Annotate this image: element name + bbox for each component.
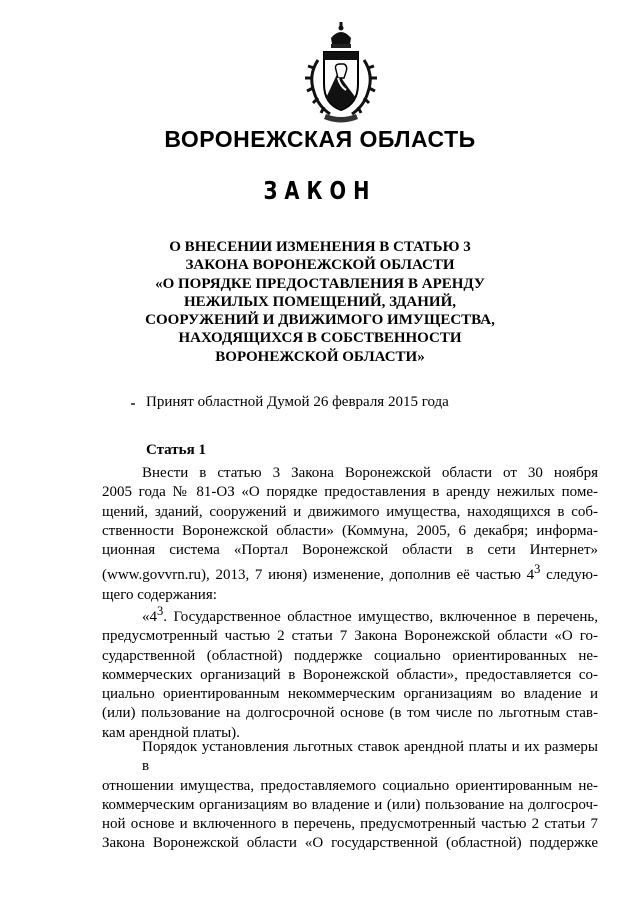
law-title-line: НЕЖИЛЫХ ПОМЕЩЕНИЙ, ЗДАНИЙ,	[183, 293, 457, 310]
text-line: ной основе и включенного в перечень, предусмотренный частью 2 статьи 7	[102, 816, 598, 833]
text-line: 2005 года № 81-ОЗ «О порядке предоставления в аренду нежилых поме-	[102, 484, 598, 501]
article-paragraph	[102, 464, 598, 605]
region-title: ВОРОНЕЖСКАЯ ОБЛАСТЬ	[164, 126, 476, 152]
law-title-line: НАХОДЯЩИХСЯ В СОБСТВЕННОСТИ	[178, 330, 462, 347]
text-fragment: «4	[142, 609, 157, 625]
coat-of-arms-icon	[300, 20, 382, 132]
text-line: ственности Воронежской области» (Коммуна, 2005, 6 декабря; информа-	[102, 522, 598, 539]
text-line	[102, 560, 598, 585]
text-line: циально ориентированным некоммерческим организациям во владение и	[102, 686, 598, 703]
law-title	[120, 238, 520, 366]
text-line: кам арендной платы).	[102, 724, 240, 741]
text-line: Закона Воронежской области «О государственной (областной) поддержке	[102, 835, 598, 852]
quoted-paragraph	[102, 602, 598, 743]
text-line: предусмотренный частью 2 статьи 7 Закона Воронежской области «О го-	[102, 628, 598, 645]
text-line: (или) пользование на долгосрочной основе (в том числе по льготным став-	[102, 705, 598, 722]
adoption-date: Принят областной Думой 26 февраля 2015 года	[146, 394, 449, 410]
text-line: Внести в статью 3 Закона Воронежской области от 30 ноября	[142, 465, 598, 481]
law-title-line: ЗАКОНА ВОРОНЕЖСКОЙ ОБЛАСТИ	[185, 257, 455, 274]
margin-mark	[131, 403, 135, 405]
law-title-line: О ВНЕСЕНИИ ИЗМЕНЕНИЯ В СТАТЬЮ 3	[169, 239, 471, 255]
text-line	[102, 602, 598, 627]
superscript: 3	[157, 604, 164, 618]
article-paragraph	[102, 738, 598, 854]
law-title-line: ВОРОНЕЖСКОЙ ОБЛАСТИ»	[215, 348, 425, 365]
text-fragment: следую-	[540, 567, 599, 584]
document-type: ЗАКОН	[263, 176, 377, 205]
text-fragment: (www.govvrn.ru), 2013, 7 июня) изменение, дополнив её частью 4	[102, 567, 535, 584]
law-title-line: СООРУЖЕНИЙ И ДВИЖИМОГО ИМУЩЕСТВА,	[145, 312, 495, 329]
article-heading: Статья 1	[146, 442, 206, 458]
text-line: сударственной (областной) поддержке социально ориентированных не-	[102, 647, 598, 664]
text-line: отношении имущества, предоставляемого социально ориентированным не-	[102, 777, 598, 794]
text-line: щего содержания:	[102, 586, 217, 603]
text-line: щений, зданий, сооружений и движимого имущества, находящихся в соб-	[102, 503, 598, 520]
text-line: коммерческих организаций в Воронежской области», предоставляется со-	[102, 666, 598, 683]
text-line: коммерческим организациям во владение и (или) пользование на долгосроч-	[102, 796, 598, 813]
text-line: ционная система «Портал Воронежской области в сети Интернет»	[102, 542, 598, 559]
text-fragment: . Государственное областное имущество, включенное в перечень,	[163, 609, 598, 625]
text-line: Порядок установления льготных ставок арендной платы и их размеры в	[142, 739, 598, 775]
law-title-line: «О ПОРЯДКЕ ПРЕДОСТАВЛЕНИЯ В АРЕНДУ	[155, 275, 485, 292]
superscript: 3	[534, 562, 541, 577]
